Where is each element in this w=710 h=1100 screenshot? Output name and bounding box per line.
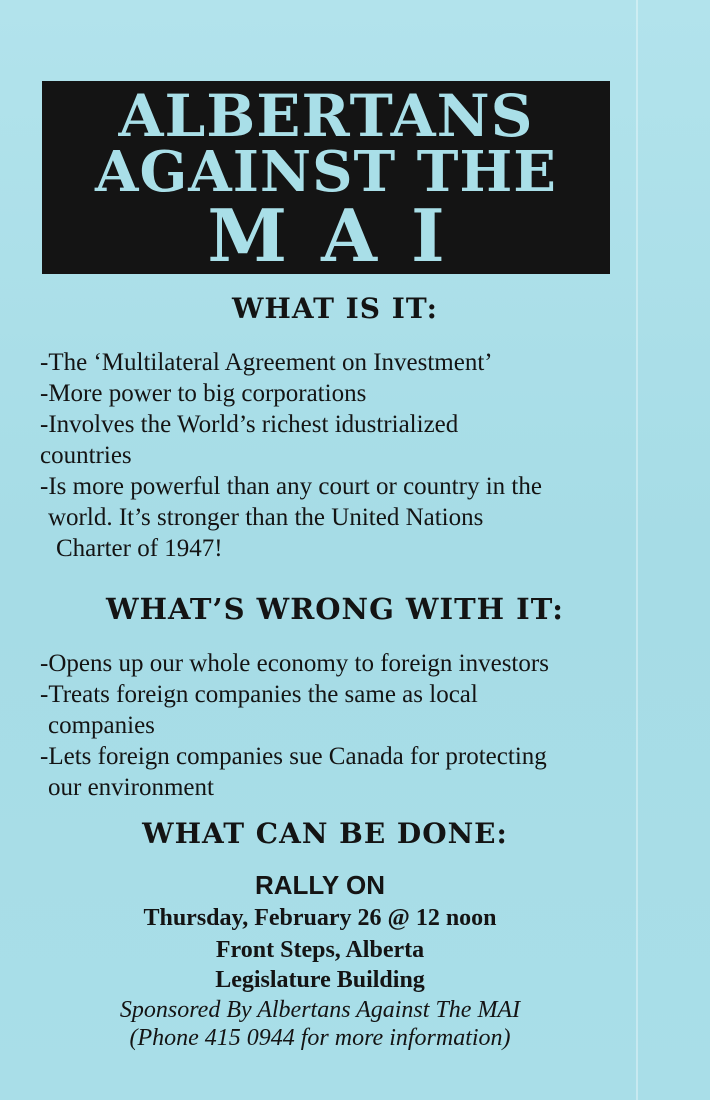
whats-wrong-list (40, 648, 650, 803)
list-item: -Is more powerful than any court or country in the world. It’s stronger than the United Nations Charter of 1947! (40, 473, 542, 562)
what-is-it-list (40, 347, 640, 564)
phone-line: (Phone 415 0944 for more information) (129, 1025, 511, 1051)
rally-title: RALLY ON (254, 870, 386, 900)
rally-place-line-1: Front Steps, Alberta (215, 937, 425, 963)
rally-date: Thursday, February 26 @ 12 noon (143, 905, 497, 931)
banner-line-3: MAI (207, 193, 479, 278)
list-item: -Treats foreign companies the same as local companies (40, 681, 478, 739)
list-item: -More power to big corporations (40, 380, 367, 407)
heading-what-is-it: WHAT IS IT: (231, 292, 438, 325)
banner-line-2: AGAINST THE (95, 139, 557, 205)
heading-whats-wrong: WHAT’S WRONG WITH IT: (106, 592, 564, 626)
list-item: -Involves the World’s richest idustrialized countries (40, 411, 459, 469)
list-item: -The ‘Multilateral Agreement on Investment’ (40, 349, 493, 376)
list-item: -Lets foreign companies sue Canada for protecting our environment (40, 743, 547, 801)
rally-place-line-2: Legislature Building (215, 967, 425, 993)
banner-line-1: ALBERTANS (118, 82, 534, 150)
title-banner (42, 81, 610, 278)
list-item: -Opens up our whole economy to foreign investors (40, 650, 549, 677)
heading-what-can-be-done: WHAT CAN BE DONE: (142, 817, 508, 850)
sponsor-line: Sponsored By Albertans Against The MAI (119, 997, 521, 1023)
